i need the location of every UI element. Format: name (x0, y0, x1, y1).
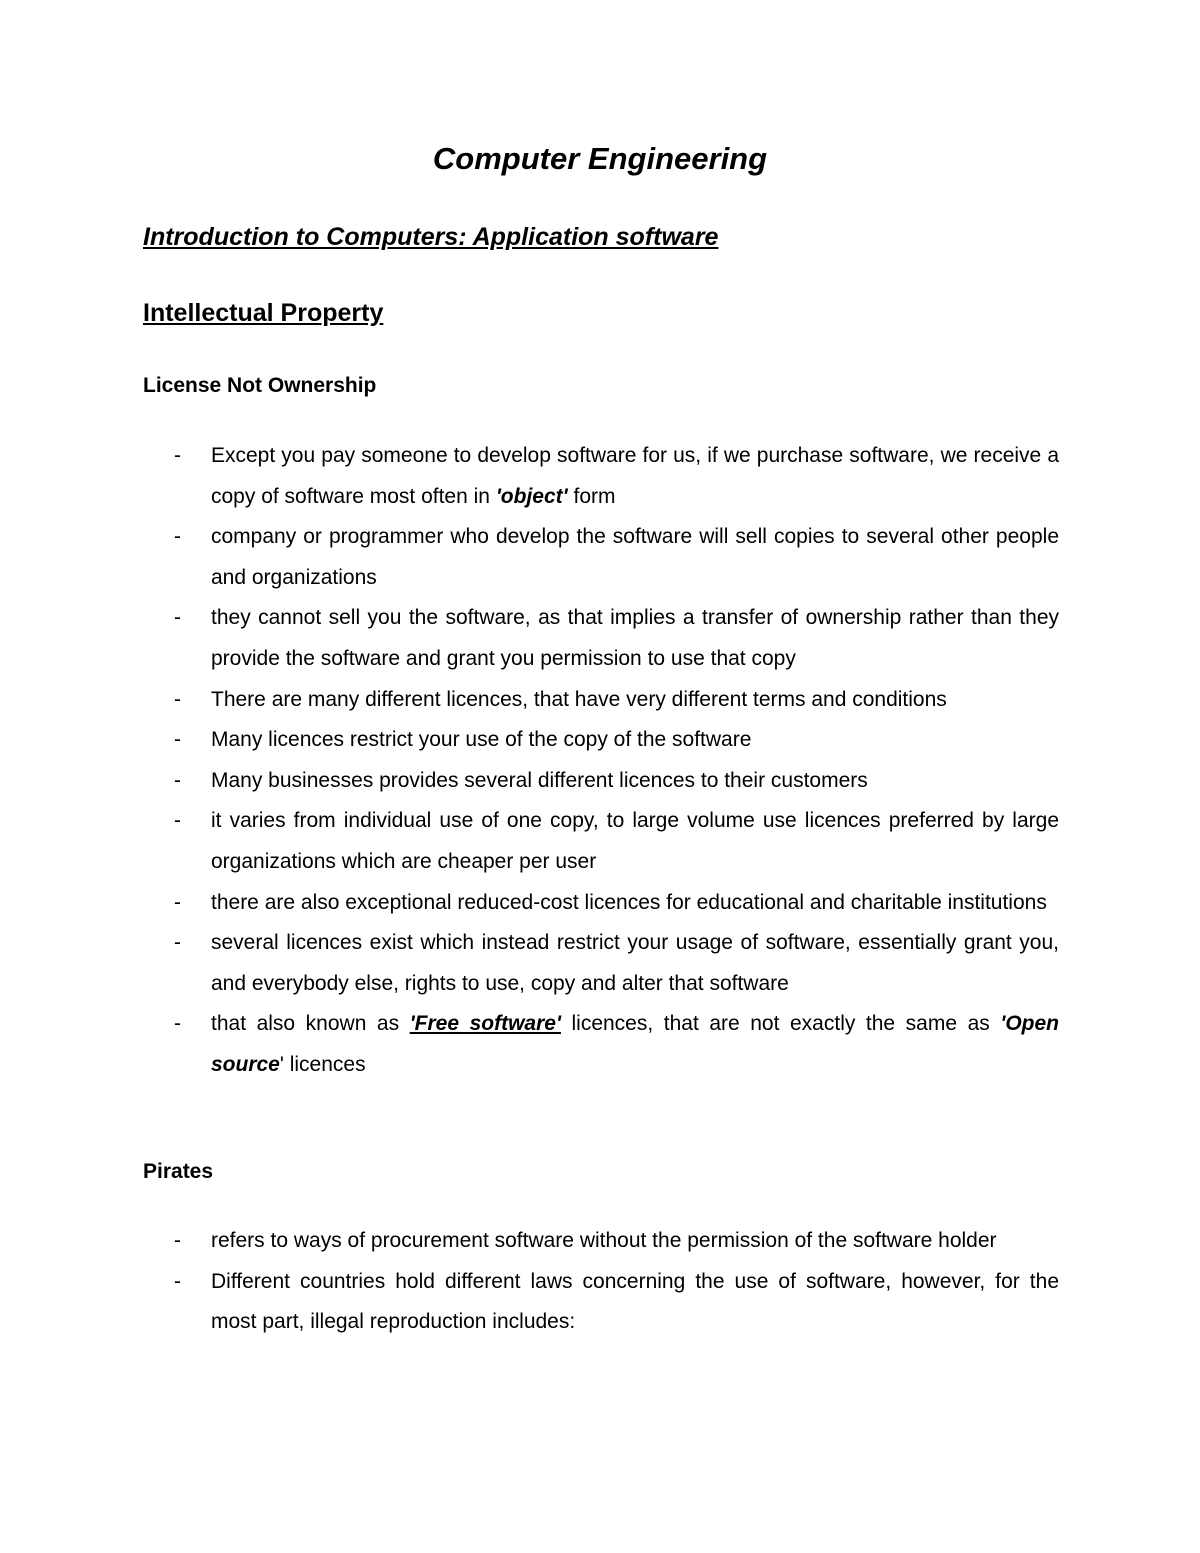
item-text: Except you pay someone to develop software for us, if we purchase software, we receive a copy of software most often in (211, 444, 1059, 508)
list-item (0, 1262, 1059, 1343)
item-text: There are many different licences, that have very different terms and conditions (211, 687, 947, 711)
item-text: Many licences restrict your use of the copy of the software (211, 728, 752, 752)
item-text: it varies from individual use of one copy, to large volume use licences preferred by large organizations which are cheaper per user (211, 809, 1059, 873)
item-text: several licences exist which instead restrict your usage of software, essentially grant you, and everybody else, rights to use, copy and alter that software (211, 931, 1059, 995)
bullet-dash: - (174, 1229, 181, 1252)
emphasis-free-software: 'Free software' (409, 1012, 561, 1036)
license-bullet-list (0, 436, 1200, 1086)
bullet-dash: - (174, 1269, 181, 1293)
emphasis-open-source: 'Open source (211, 1012, 1059, 1076)
pirates-bullet-list (0, 1221, 1200, 1343)
document-subtitle: Introduction to Computers: Application software (143, 223, 719, 251)
item-text: company or programmer who develop the software will sell copies to several other people and organizations (211, 525, 1059, 589)
subheading-pirates: Pirates (143, 1160, 214, 1183)
document-title: Computer Engineering (432, 141, 768, 176)
bullet-dash: - (174, 768, 181, 792)
list-item (0, 598, 1059, 679)
list-item (0, 801, 1059, 882)
item-text: Many businesses provides several different licences to their customers (211, 768, 868, 792)
item-text: Different countries hold different laws concerning the use of software, however, for the most part, illegal reproduction includes: (211, 1269, 1059, 1334)
bullet-dash: - (174, 444, 181, 467)
list-item (0, 1221, 1059, 1262)
bullet-dash: - (174, 728, 181, 752)
item-text-middle: licences, that are not exactly the same as (560, 1012, 1001, 1036)
list-item (0, 761, 1059, 802)
bullet-dash: - (174, 606, 181, 630)
bullet-dash: - (174, 931, 181, 955)
bullet-dash: - (174, 809, 181, 833)
item-text: that also known as (211, 1012, 410, 1036)
list-item (0, 1004, 1059, 1085)
item-text-tail: ' licences (279, 1052, 366, 1076)
list-item (0, 720, 1059, 761)
item-text: refers to ways of procurement software without the permission of the software holder (211, 1229, 997, 1252)
bullet-dash: - (174, 1012, 181, 1036)
list-item (0, 517, 1059, 598)
item-text-tail: form (567, 484, 616, 508)
item-text: there are also exceptional reduced-cost licences for educational and charitable institutions (211, 890, 1047, 914)
bullet-dash: - (174, 687, 181, 711)
subheading-license-not-ownership: License Not Ownership (143, 374, 377, 397)
bullet-dash: - (174, 525, 181, 549)
bullet-dash: - (174, 890, 181, 914)
list-item (0, 923, 1059, 1004)
emphasis-object: 'object' (495, 484, 568, 508)
section-heading-intellectual-property: Intellectual Property (143, 299, 384, 327)
list-item (0, 680, 1059, 721)
list-item (0, 883, 1059, 924)
list-item (0, 436, 1059, 517)
item-text: they cannot sell you the software, as that implies a transfer of ownership rather than they provide the software and grant you permission to use that copy (211, 606, 1059, 670)
